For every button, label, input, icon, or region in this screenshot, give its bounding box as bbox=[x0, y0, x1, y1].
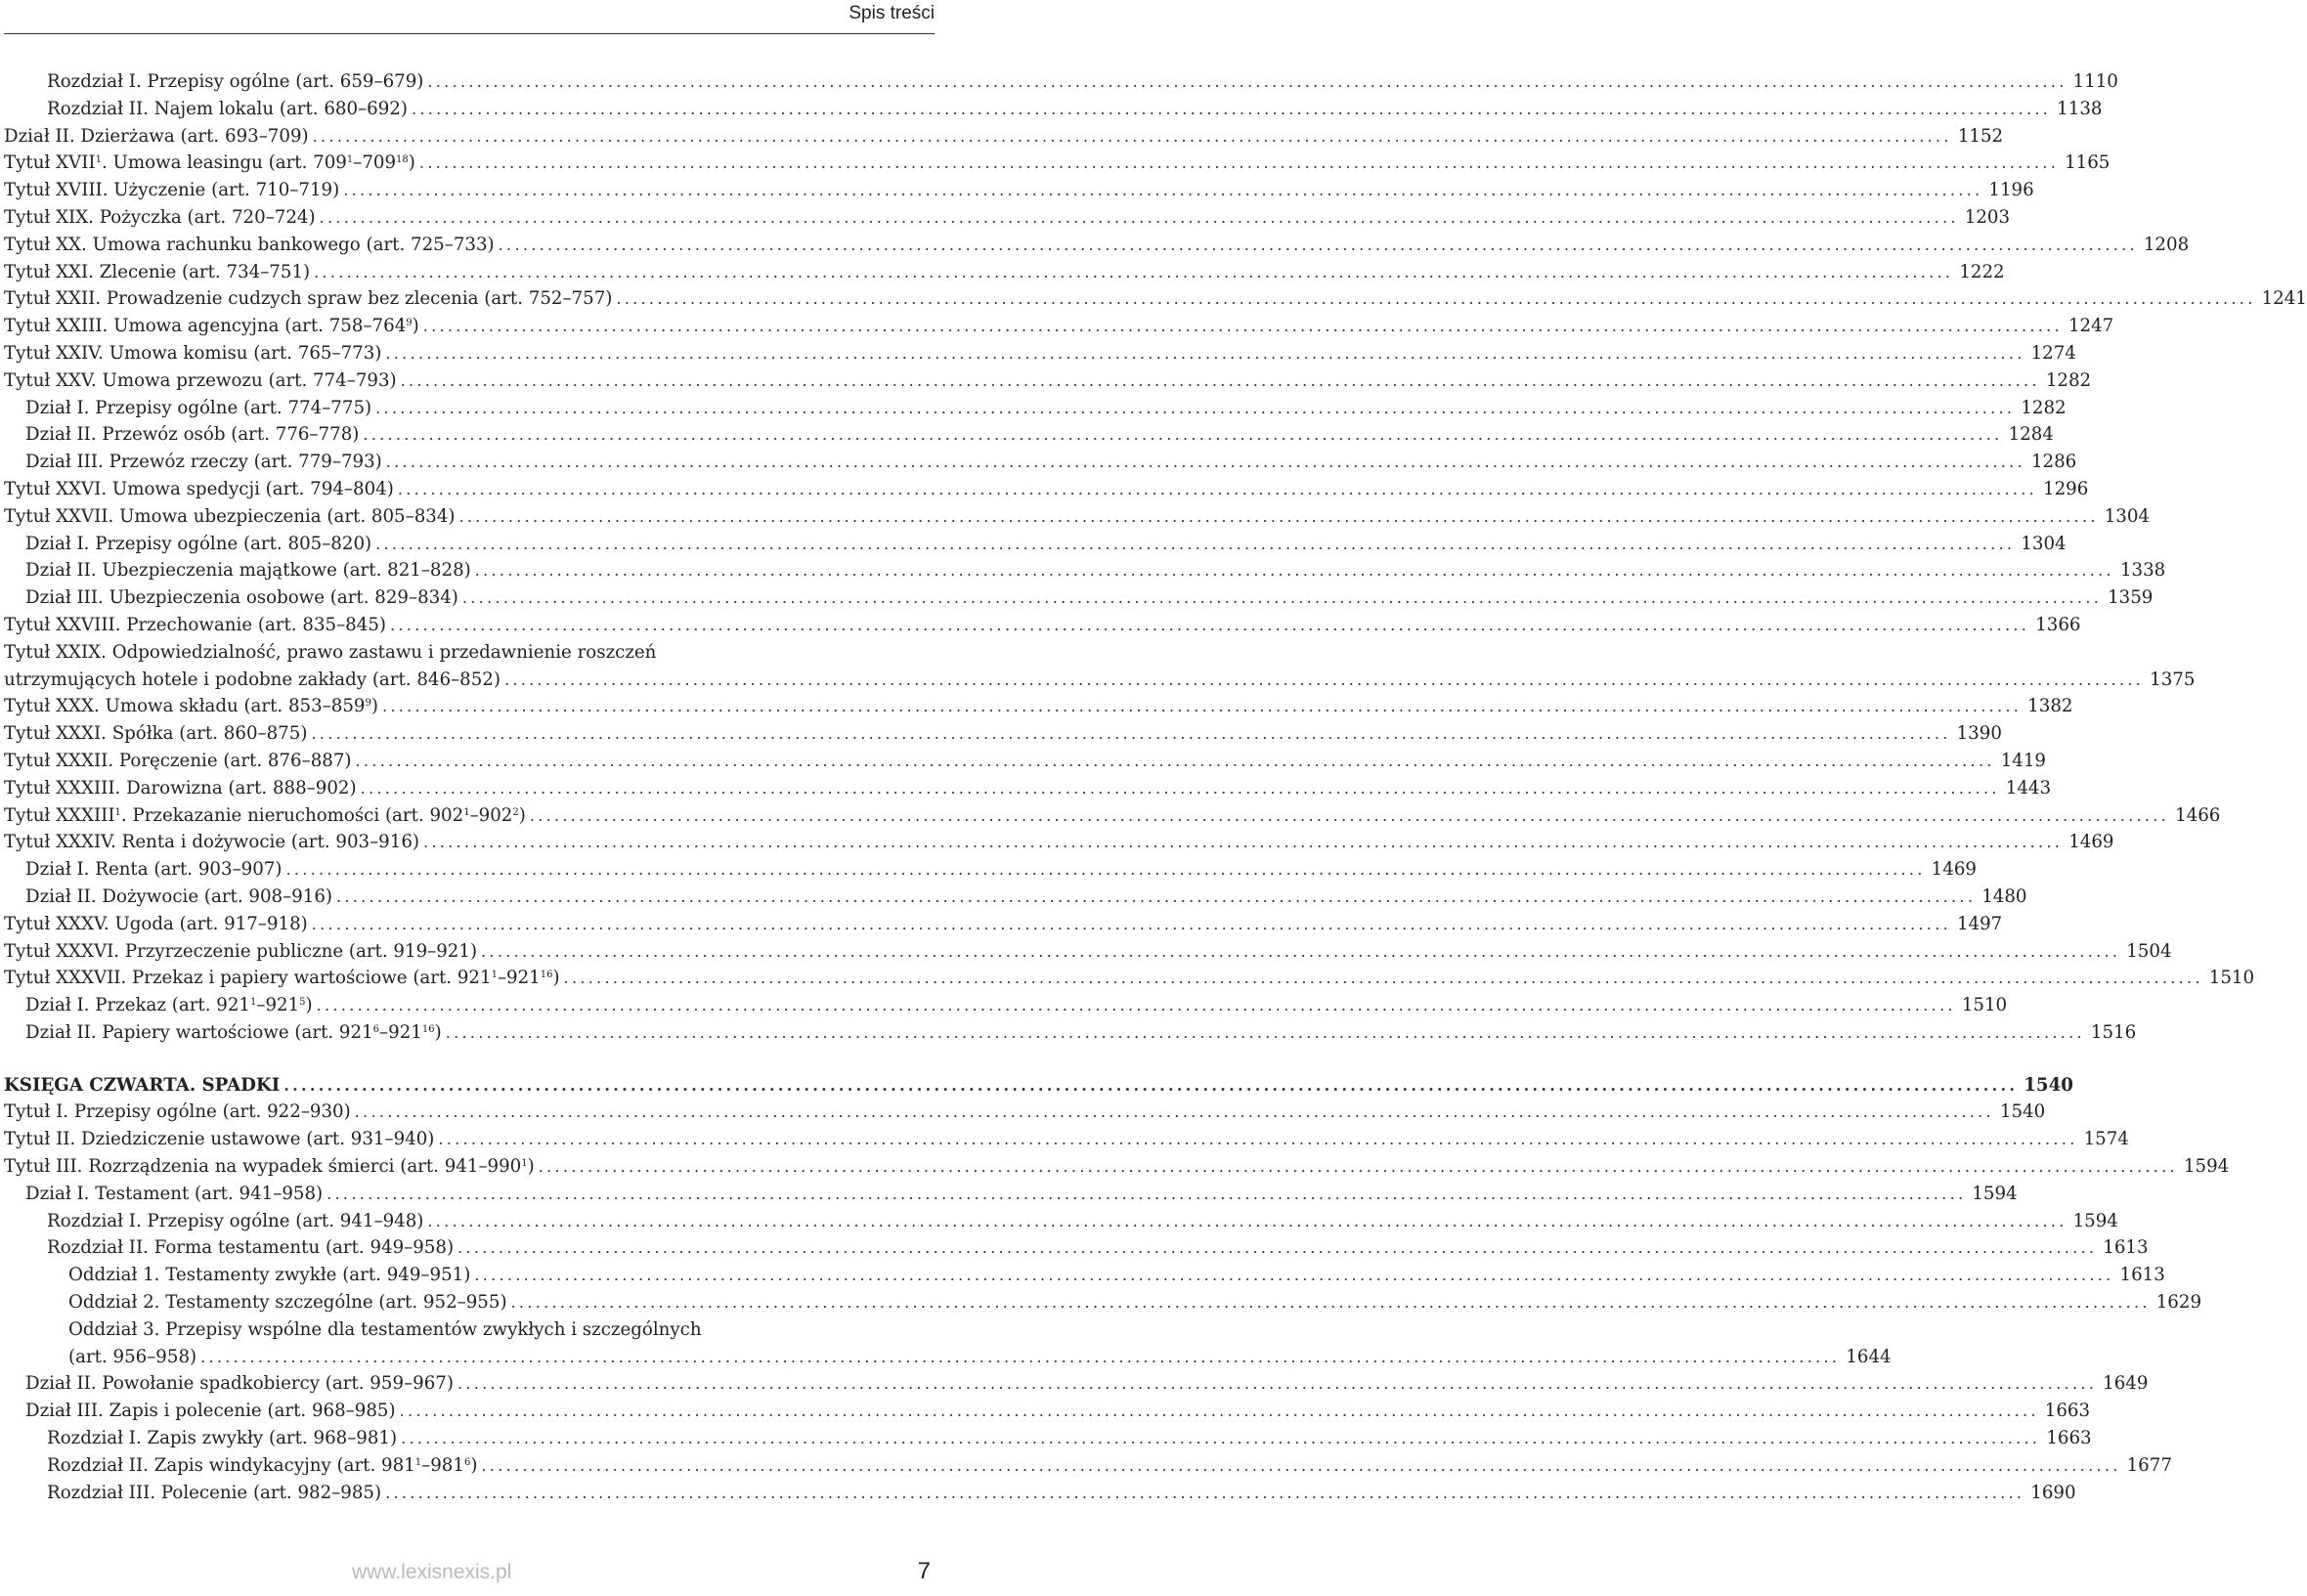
footer-url: www.lexisnexis.pl bbox=[352, 1561, 512, 1583]
label-text: ) bbox=[518, 804, 526, 826]
toc-entry-label bbox=[25, 1370, 454, 1398]
label-text: Dział I. Przepisy ogólne (art. 774–775) bbox=[25, 397, 372, 418]
toc-entry-label bbox=[4, 667, 501, 694]
toc-page-number: 1540 bbox=[1999, 1101, 2046, 1123]
toc-page-number: 1296 bbox=[2043, 478, 2089, 499]
toc-page-number: 1540 bbox=[2024, 1074, 2073, 1096]
toc-page-number: 1677 bbox=[2126, 1454, 2172, 1476]
superscript: 1 bbox=[521, 1158, 528, 1170]
label-text: Dział II. Przewóz osób (art. 776–778) bbox=[25, 424, 360, 446]
toc-page-number: 1466 bbox=[2175, 804, 2221, 826]
dot-leader: ........................................................................................................................................................................................................ bbox=[319, 207, 1959, 227]
label-text: Dział II. Papiery wartościowe (art. 921 bbox=[25, 1021, 373, 1043]
dot-leader: ........................................................................................................................................................................................................ bbox=[385, 343, 2025, 363]
toc-page-number: 1382 bbox=[2027, 696, 2073, 717]
label-text: Tytuł XXXII. Poręczenie (art. 876–887) bbox=[4, 750, 352, 771]
toc-page-number: 1663 bbox=[2046, 1428, 2092, 1449]
dot-leader: ........................................................................................................................................................................................................ bbox=[326, 1184, 1967, 1203]
toc-entry-label bbox=[4, 259, 310, 286]
label-text: Dział I. Przepisy ogólne (art. 805–820) bbox=[25, 533, 372, 554]
toc-entry-label bbox=[68, 1262, 470, 1289]
dot-leader: ........................................................................................................................................................................................................ bbox=[360, 778, 2000, 798]
toc-entry-label bbox=[47, 68, 423, 96]
toc-entry-label bbox=[47, 1425, 397, 1452]
superscript: 9 bbox=[406, 318, 413, 329]
label-text: Tytuł XVII bbox=[4, 152, 96, 174]
toc-entry-label bbox=[4, 177, 339, 204]
label-text: Dział III. Przewóz rzeczy (art. 779–793) bbox=[25, 452, 382, 473]
toc-page-number: 1304 bbox=[2021, 533, 2067, 554]
label-text: Dział II. Powołanie spadkobiercy (art. 959–967) bbox=[25, 1373, 454, 1395]
superscript: 16 bbox=[421, 1023, 435, 1035]
toc-entry-label bbox=[4, 340, 381, 367]
label-text: Tytuł XXIII. Umowa agencyjna (art. 758–764 bbox=[4, 316, 407, 337]
page-number: 7 bbox=[917, 1558, 931, 1584]
dot-leader: ........................................................................................................................................................................................................ bbox=[200, 1347, 1841, 1366]
superscript: 1 bbox=[95, 154, 102, 166]
toc-entry[interactable] bbox=[4, 829, 2114, 856]
label-text: –921 bbox=[256, 995, 300, 1016]
toc-entry[interactable] bbox=[4, 1126, 2129, 1153]
label-text: –902 bbox=[469, 804, 513, 826]
label-text: Rozdział II. Zapis windykacyjny (art. 981 bbox=[47, 1454, 415, 1476]
toc-page-number: 1469 bbox=[2068, 832, 2114, 853]
dot-leader: ........................................................................................................................................................................................................ bbox=[283, 1075, 2019, 1095]
toc-entry-label bbox=[4, 1126, 434, 1153]
toc-page-number: 1510 bbox=[2208, 968, 2255, 989]
label-text: Tytuł XXX. Umowa składu (art. 853–859 bbox=[4, 696, 366, 717]
toc-entry[interactable] bbox=[4, 96, 2103, 123]
toc-entry[interactable] bbox=[4, 748, 2047, 775]
label-text: Tytuł XXVIII. Przechowanie (art. 835–845) bbox=[4, 614, 386, 635]
superscript: 1 bbox=[414, 1456, 422, 1468]
toc-entry-label bbox=[25, 531, 371, 558]
label-text: –981 bbox=[421, 1454, 464, 1476]
toc-page-number: 1419 bbox=[2000, 750, 2047, 771]
toc-entry[interactable] bbox=[4, 476, 2089, 503]
dot-leader: ........................................................................................................................................................................................................ bbox=[458, 506, 2099, 526]
toc-entry[interactable] bbox=[4, 259, 2005, 286]
label-text: Tytuł III. Rozrządzenia na wypadek śmierci (art. 941–990 bbox=[4, 1156, 522, 1178]
toc-entry[interactable] bbox=[4, 123, 2004, 151]
toc-page-number: 1366 bbox=[2035, 614, 2081, 635]
dot-leader: ........................................................................................................................................................................................................ bbox=[498, 235, 2138, 254]
label-text: Dział I. Renta (art. 903–907) bbox=[25, 859, 283, 881]
dot-leader: ........................................................................................................................................................................................................ bbox=[355, 751, 1995, 770]
toc-page-number: 1644 bbox=[1846, 1346, 1892, 1367]
dot-leader: ........................................................................................................................................................................................................ bbox=[474, 1266, 2114, 1285]
dot-leader: ........................................................................................................................................................................................................ bbox=[385, 1483, 2025, 1502]
toc-entry-label bbox=[25, 1019, 442, 1047]
toc-entry[interactable] bbox=[4, 802, 2221, 830]
label-text: Tytuł I. Przepisy ogólne (art. 922–930) bbox=[4, 1101, 351, 1123]
label-text: . Umowa leasingu (art. 709 bbox=[101, 152, 347, 174]
label-text: Tytuł XXXVII. Przekaz i papiery wartościowe (art. 921 bbox=[4, 968, 492, 989]
dot-leader: ........................................................................................................................................................................................................ bbox=[375, 534, 2016, 553]
toc-entry[interactable] bbox=[4, 584, 2154, 612]
toc-page-number: 1649 bbox=[2103, 1373, 2149, 1395]
toc-page-number: 1510 bbox=[1961, 995, 2008, 1016]
toc-entry-label bbox=[68, 1289, 507, 1316]
toc-entry[interactable] bbox=[4, 1480, 2076, 1507]
label-text: Tytuł XXXIV. Renta i dożywocie (art. 903–916) bbox=[4, 832, 419, 853]
label-text: Dział III. Zapis i polecenie (art. 968–985) bbox=[25, 1401, 396, 1422]
dot-leader: ........................................................................................................................................................................................................ bbox=[399, 1402, 2039, 1421]
toc-entry[interactable] bbox=[4, 775, 2052, 802]
toc-entry-label bbox=[25, 992, 313, 1019]
toc-entry[interactable] bbox=[4, 1262, 2165, 1289]
toc-entry-label bbox=[4, 285, 612, 313]
toc-entry[interactable] bbox=[4, 1370, 2149, 1398]
dot-leader: ........................................................................................................................................................................................................ bbox=[427, 1211, 2068, 1230]
toc-entry-label bbox=[47, 1452, 477, 1480]
toc-page-number: 1282 bbox=[2045, 369, 2092, 391]
label-text: Oddział 2. Testamenty szczególne (art. 952–955) bbox=[68, 1292, 507, 1314]
label-text: Tytuł XXV. Umowa przewozu (art. 774–793) bbox=[4, 369, 397, 391]
toc-page-number: 1359 bbox=[2108, 587, 2154, 609]
superscript: 16 bbox=[540, 970, 553, 981]
dot-leader: ........................................................................................................................................................................................................ bbox=[481, 1455, 2121, 1475]
toc-entry-label bbox=[4, 313, 419, 340]
toc-entry-label bbox=[4, 503, 456, 531]
label-text: –921 bbox=[379, 1021, 422, 1043]
toc-page-number: 1222 bbox=[1959, 261, 2005, 282]
toc-entry[interactable] bbox=[4, 340, 2076, 367]
toc-page-number: 1247 bbox=[2068, 316, 2114, 337]
dot-leader: ........................................................................................................................................................................................................ bbox=[400, 370, 2040, 390]
label-text: Dział II. Ubezpieczenia majątkowe (art. 821–828) bbox=[25, 560, 471, 582]
running-head: Spis treści bbox=[849, 3, 935, 23]
label-text: Tytuł XXXI. Spółka (art. 860–875) bbox=[4, 723, 308, 745]
toc-page-number: 1284 bbox=[2008, 424, 2054, 446]
dot-leader: ........................................................................................................................................................................................................ bbox=[375, 398, 2016, 417]
label-text: ) bbox=[527, 1156, 535, 1178]
dot-leader: ........................................................................................................................................................................................................ bbox=[336, 886, 1977, 906]
dot-leader: ........................................................................................................................................................................................................ bbox=[418, 153, 2060, 173]
label-text: Dział III. Ubezpieczenia osobowe (art. 829–834) bbox=[25, 587, 458, 609]
toc-entry[interactable] bbox=[4, 1072, 2073, 1100]
dot-leader: ........................................................................................................................................................................................................ bbox=[510, 1293, 2151, 1313]
label-text: Dział II. Dzierżawa (art. 693–709) bbox=[4, 125, 309, 147]
toc-entry[interactable] bbox=[4, 1019, 2137, 1047]
dot-leader: ........................................................................................................................................................................................................ bbox=[285, 860, 1926, 880]
toc-page-number: 1594 bbox=[1972, 1183, 2018, 1204]
toc-entry[interactable] bbox=[4, 667, 2196, 694]
superscript: 6 bbox=[372, 1023, 380, 1035]
superscript: 1 bbox=[249, 997, 257, 1009]
toc-page-number: 1165 bbox=[2065, 152, 2111, 174]
label-text: ) bbox=[412, 316, 419, 337]
toc-page-number: 1629 bbox=[2155, 1292, 2202, 1314]
superscript: 1 bbox=[114, 806, 121, 818]
toc-entry-label bbox=[25, 395, 371, 422]
toc-entry[interactable] bbox=[4, 1099, 2046, 1126]
toc-entry-label bbox=[4, 1099, 351, 1126]
label-text: Rozdział I. Przepisy ogólne (art. 659–679) bbox=[47, 71, 424, 92]
toc-entry-label bbox=[4, 123, 309, 151]
toc-entry-label bbox=[4, 720, 307, 748]
dot-leader: ........................................................................................................................................................................................................ bbox=[457, 1238, 2098, 1258]
superscript: 1 bbox=[346, 154, 354, 166]
toc-page-number: 1152 bbox=[1957, 125, 2004, 147]
dot-leader: ........................................................................................................................................................................................................ bbox=[401, 1429, 2041, 1448]
table-of-contents bbox=[4, 68, 2307, 1506]
toc-page-number: 1304 bbox=[2104, 505, 2151, 527]
dot-leader: ........................................................................................................................................................................................................ bbox=[314, 262, 1954, 281]
toc-entry-label bbox=[4, 612, 386, 639]
dot-leader: ........................................................................................................................................................................................................ bbox=[616, 289, 2256, 309]
dot-leader: ........................................................................................................................................................................................................ bbox=[423, 833, 2064, 852]
label-text: ) bbox=[408, 152, 415, 174]
toc-entry-label bbox=[47, 1208, 423, 1235]
toc-entry[interactable] bbox=[4, 421, 2054, 449]
toc-entry-label bbox=[25, 584, 458, 612]
dot-leader: ........................................................................................................................................................................................................ bbox=[381, 697, 2023, 716]
toc-page-number: 1196 bbox=[1988, 180, 2034, 201]
dot-leader: ........................................................................................................................................................................................................ bbox=[563, 969, 2203, 988]
toc-page-number: 1208 bbox=[2143, 234, 2190, 255]
toc-page-number: 1286 bbox=[2030, 452, 2077, 473]
toc-entry-label bbox=[25, 1398, 396, 1425]
toc-entry-first-line bbox=[4, 639, 938, 667]
toc-entry[interactable] bbox=[4, 856, 1977, 884]
label-text: Tytuł XXXVI. Przyrzeczenie publiczne (art. 919–921) bbox=[4, 940, 478, 962]
toc-entry[interactable] bbox=[4, 1398, 2091, 1425]
toc-entry-label bbox=[25, 856, 282, 884]
toc-page-number: 1203 bbox=[1964, 206, 2011, 228]
dot-leader: ........................................................................................................................................................................................................ bbox=[422, 317, 2063, 336]
toc-entry[interactable] bbox=[4, 68, 2118, 96]
toc-entry[interactable] bbox=[4, 612, 2081, 639]
label-text: utrzymujących hotele i podobne zakłady (art. 846–852) bbox=[4, 669, 501, 690]
dot-leader: ........................................................................................................................................................................................................ bbox=[311, 914, 1951, 933]
superscript: 2 bbox=[512, 806, 519, 818]
toc-entry[interactable] bbox=[4, 1452, 2172, 1480]
toc-entry-label bbox=[47, 1480, 381, 1507]
toc-page-number: 1663 bbox=[2044, 1401, 2091, 1422]
dot-leader: ........................................................................................................................................................................................................ bbox=[503, 669, 2145, 689]
label-text: Tytuł XXVI. Umowa spedycji (art. 794–804) bbox=[4, 478, 394, 499]
label-text: ) bbox=[552, 968, 560, 989]
toc-entry[interactable] bbox=[4, 1234, 2149, 1262]
toc-page-number: 1594 bbox=[2183, 1156, 2230, 1178]
toc-entry-label bbox=[4, 748, 352, 775]
toc-entry[interactable] bbox=[4, 232, 2190, 259]
toc-entry-label bbox=[4, 1153, 535, 1181]
toc-entry-label bbox=[4, 150, 415, 177]
dot-leader: ........................................................................................................................................................................................................ bbox=[343, 181, 1983, 200]
toc-entry[interactable] bbox=[4, 1289, 2202, 1316]
toc-entry[interactable] bbox=[4, 1153, 2230, 1181]
toc-entry-label bbox=[4, 204, 316, 232]
label-text: Tytuł XXII. Prowadzenie cudzych spraw bez zlecenia (art. 752–757) bbox=[4, 288, 613, 310]
toc-page-number: 1443 bbox=[2005, 777, 2052, 798]
label-text: Tytuł XVIII. Użyczenie (art. 710–719) bbox=[4, 180, 340, 201]
toc-entry[interactable] bbox=[4, 449, 2077, 476]
toc-entry-label bbox=[4, 476, 394, 503]
label-text: ) bbox=[434, 1021, 442, 1043]
toc-entry[interactable] bbox=[4, 720, 2002, 748]
dot-leader: ........................................................................................................................................................................................................ bbox=[316, 996, 1956, 1015]
toc-entry[interactable] bbox=[4, 204, 2011, 232]
label-text: Tytuł XXXV. Ugoda (art. 917–918) bbox=[4, 913, 308, 934]
toc-page-number: 1110 bbox=[2072, 71, 2118, 92]
dot-leader: ........................................................................................................................................................................................................ bbox=[311, 724, 1951, 744]
label-text: (art. 956–958) bbox=[68, 1346, 197, 1367]
toc-entry-label bbox=[4, 693, 378, 720]
superscript: 6 bbox=[463, 1456, 471, 1468]
label-text: . Przekazanie nieruchomości (art. 902 bbox=[120, 804, 464, 826]
label-text: –921 bbox=[497, 968, 541, 989]
label-text: ) bbox=[305, 995, 313, 1016]
label-text: Rozdział I. Przepisy ogólne (art. 941–948) bbox=[47, 1210, 424, 1231]
label-text: Rozdział I. Zapis zwykły (art. 968–981) bbox=[47, 1428, 398, 1449]
label-text: Dział I. Przekaz (art. 921 bbox=[25, 995, 250, 1016]
toc-page-number: 1274 bbox=[2030, 342, 2076, 364]
toc-entry-label bbox=[4, 232, 495, 259]
toc-entry-label bbox=[4, 1072, 280, 1100]
label-text: ) bbox=[470, 1454, 478, 1476]
toc-entry[interactable] bbox=[4, 965, 2255, 992]
label-text: Rozdział II. Najem lokalu (art. 680–692) bbox=[47, 98, 408, 119]
toc-entry-label bbox=[25, 557, 471, 584]
toc-entry-label bbox=[25, 449, 382, 476]
dot-leader: ........................................................................................................................................................................................................ bbox=[445, 1022, 2085, 1042]
toc-entry[interactable] bbox=[4, 150, 2111, 177]
toc-entry-label bbox=[68, 1344, 196, 1371]
dot-leader: ........................................................................................................................................................................................................ bbox=[390, 615, 2030, 634]
toc-entry[interactable] bbox=[4, 992, 2008, 1019]
toc-page-number: 1138 bbox=[2057, 98, 2103, 119]
label-text: Tytuł XXIV. Umowa komisu (art. 765–773) bbox=[4, 342, 382, 364]
superscript: 18 bbox=[396, 154, 409, 166]
label-text: ) bbox=[370, 696, 378, 717]
label-text: Tytuł XIX. Pożyczka (art. 720–724) bbox=[4, 206, 316, 228]
toc-page-number: 1613 bbox=[2119, 1265, 2165, 1286]
toc-entry[interactable] bbox=[4, 1425, 2092, 1452]
label-text: Oddział 1. Testamenty zwykłe (art. 949–951) bbox=[68, 1265, 471, 1286]
dot-leader: ........................................................................................................................................................................................................ bbox=[363, 425, 2003, 445]
toc-entry[interactable] bbox=[4, 911, 2003, 938]
toc-entry-label bbox=[47, 96, 408, 123]
toc-page-number: 1390 bbox=[1956, 723, 2002, 745]
toc-page-number: 1241 bbox=[2261, 288, 2307, 310]
label-text: Tytuł XXI. Zlecenie (art. 734–751) bbox=[4, 261, 311, 282]
toc-entry[interactable] bbox=[4, 395, 2067, 422]
toc-page-number: 1594 bbox=[2072, 1210, 2118, 1231]
toc-page-number: 1480 bbox=[1981, 885, 2027, 907]
dot-leader: ........................................................................................................................................................................................................ bbox=[461, 588, 2103, 608]
label-text: Rozdział II. Forma testamentu (art. 949–958) bbox=[47, 1237, 455, 1259]
toc-entry[interactable] bbox=[4, 693, 2073, 720]
toc-entry-label bbox=[4, 802, 526, 830]
toc-entry-label bbox=[25, 421, 359, 449]
toc-entry-label: Oddział 3. Przepisy wspólne dla testamentów zwykłych i szczególnych bbox=[68, 1318, 702, 1340]
toc-page-number: 1504 bbox=[2126, 940, 2172, 962]
dot-leader: ........................................................................................................................................................................................................ bbox=[474, 561, 2114, 581]
dot-leader: ........................................................................................................................................................................................................ bbox=[481, 941, 2121, 961]
label-text: Tytuł XXXIII. Darowizna (art. 888–902) bbox=[4, 777, 357, 798]
toc-entry-label bbox=[4, 367, 397, 395]
toc-entry[interactable] bbox=[4, 1208, 2118, 1235]
superscript: 9 bbox=[365, 698, 371, 710]
dot-leader: ........................................................................................................................................................................................................ bbox=[457, 1374, 2098, 1394]
toc-entry[interactable] bbox=[4, 1181, 2018, 1208]
label-text: Tytuł XXVII. Umowa ubezpieczenia (art. 805–834) bbox=[4, 505, 456, 527]
dot-leader: ........................................................................................................................................................................................................ bbox=[438, 1130, 2078, 1149]
toc-entry-first-line bbox=[4, 1316, 938, 1344]
label-text: Tytuł XX. Umowa rachunku bankowego (art. 725–733) bbox=[4, 234, 495, 255]
toc-entry[interactable] bbox=[4, 557, 2166, 584]
toc-entry[interactable] bbox=[4, 938, 2172, 966]
toc-page-number: 1613 bbox=[2103, 1237, 2149, 1259]
superscript: 1 bbox=[491, 970, 498, 981]
toc-entry[interactable] bbox=[4, 313, 2114, 340]
toc-page-number: 1469 bbox=[1931, 859, 1977, 881]
label-text: Rozdział III. Polecenie (art. 982–985) bbox=[47, 1482, 382, 1503]
toc-entry[interactable] bbox=[4, 884, 2027, 911]
superscript: 1 bbox=[463, 806, 470, 818]
toc-page-number: 1690 bbox=[2030, 1482, 2076, 1503]
toc-page-number: 1516 bbox=[2090, 1021, 2137, 1043]
toc-entry[interactable] bbox=[4, 1344, 1892, 1371]
dot-leader: ........................................................................................................................................................................................................ bbox=[312, 126, 1952, 146]
label-text: Tytuł XXXIII bbox=[4, 804, 115, 826]
toc-entry[interactable] bbox=[4, 531, 2067, 558]
dot-leader: ........................................................................................................................................................................................................ bbox=[354, 1102, 1994, 1122]
header-rule bbox=[4, 33, 935, 34]
toc-page-number: 1574 bbox=[2083, 1129, 2129, 1150]
toc-entry-label bbox=[4, 965, 560, 992]
label-text: Dział I. Testament (art. 941–958) bbox=[25, 1183, 324, 1204]
toc-entry[interactable] bbox=[4, 177, 2034, 204]
dot-leader: ........................................................................................................................................................................................................ bbox=[385, 453, 2025, 472]
toc-page-number: 1375 bbox=[2150, 669, 2196, 690]
dot-leader: ........................................................................................................................................................................................................ bbox=[538, 1157, 2178, 1177]
toc-entry-label: Tytuł XXIX. Odpowiedzialność, prawo zastawu i przedawnienie roszczeń bbox=[4, 641, 657, 663]
label-text: –709 bbox=[353, 152, 397, 174]
section-gap bbox=[4, 1047, 938, 1072]
label-text: Dział II. Dożywocie (art. 908–916) bbox=[25, 885, 333, 907]
toc-entry-label bbox=[4, 829, 419, 856]
toc-page-number: 1282 bbox=[2021, 397, 2067, 418]
superscript: 5 bbox=[299, 997, 306, 1009]
dot-leader: ........................................................................................................................................................................................................ bbox=[529, 805, 2170, 825]
toc-entry-label bbox=[47, 1234, 454, 1262]
toc-page-number: 1497 bbox=[1956, 913, 2003, 934]
toc-entry-label bbox=[25, 884, 332, 911]
dot-leader: ........................................................................................................................................................................................................ bbox=[427, 72, 2068, 91]
toc-entry-label bbox=[4, 911, 308, 938]
label-text: KSIĘGA CZWARTA. SPADKI bbox=[4, 1074, 281, 1096]
toc-entry-label bbox=[4, 775, 357, 802]
label-text: Tytuł II. Dziedziczenie ustawowe (art. 931–940) bbox=[4, 1129, 435, 1150]
page-header bbox=[0, 0, 938, 35]
dot-leader: ........................................................................................................................................................................................................ bbox=[411, 99, 2052, 118]
toc-entry[interactable] bbox=[4, 367, 2092, 395]
dot-leader: ........................................................................................................................................................................................................ bbox=[397, 479, 2037, 498]
toc-entry-label bbox=[4, 938, 477, 966]
toc-entry[interactable] bbox=[4, 285, 2307, 313]
toc-entry-label bbox=[25, 1181, 323, 1208]
toc-page-number: 1338 bbox=[2119, 560, 2166, 582]
toc-entry[interactable] bbox=[4, 503, 2151, 531]
